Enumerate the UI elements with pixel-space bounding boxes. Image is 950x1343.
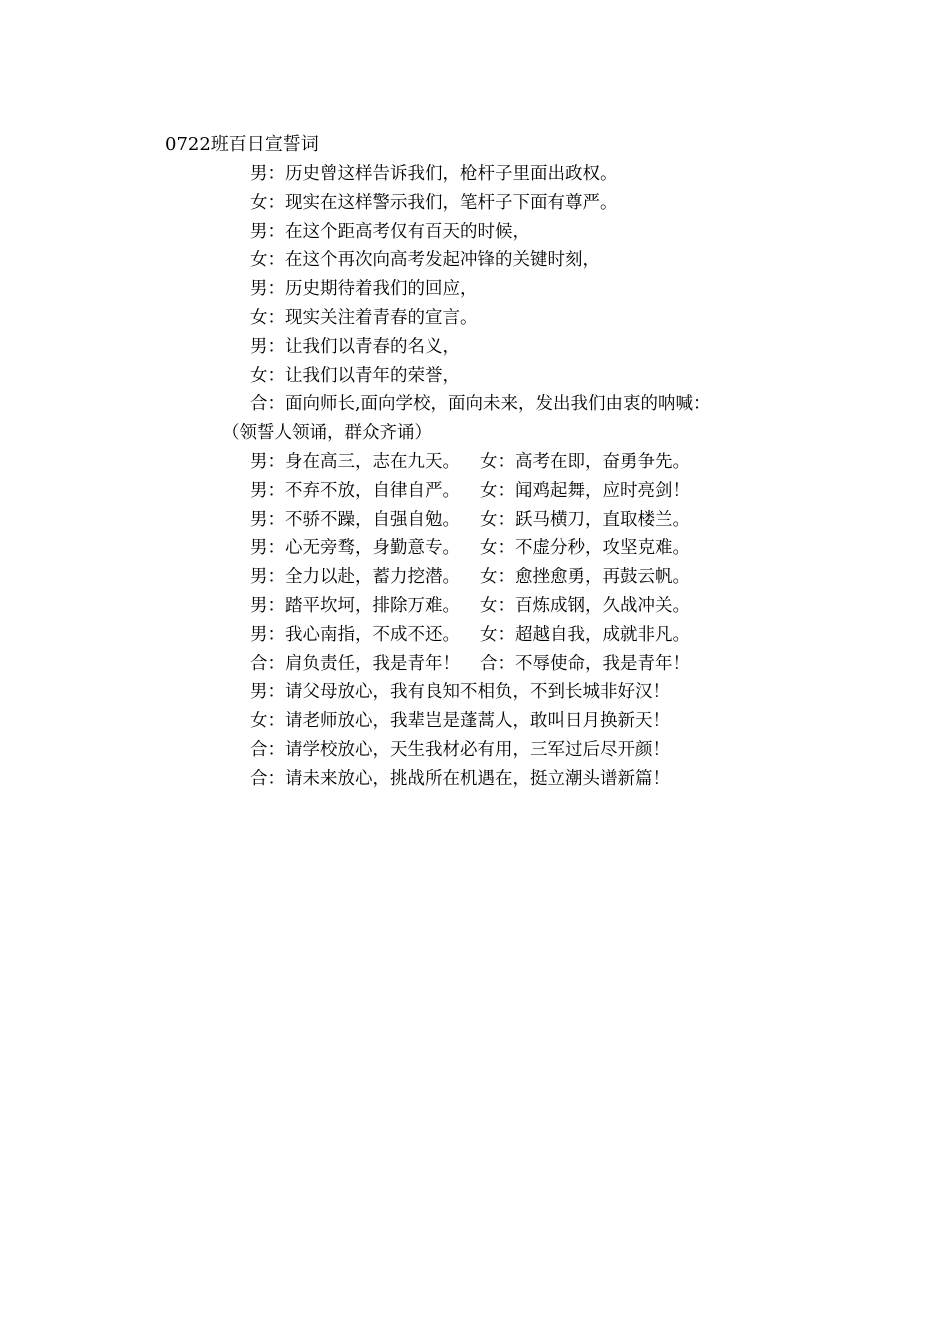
oath-pair-line	[0, 534, 950, 563]
oath-pair-line	[0, 506, 950, 535]
oath-pair-left: 合：肩负责任，我是青年！	[250, 653, 460, 674]
oath-pair-left: 男：我心南指，不成不还。	[250, 624, 460, 645]
oath-pair-line	[0, 621, 950, 650]
oath-line: 女：现实关注着青春的宣言。	[250, 307, 478, 328]
oath-pair-right: 女：跃马横刀，直取楼兰。	[480, 509, 690, 530]
oath-line: 女：让我们以青年的荣誉，	[250, 365, 460, 386]
oath-pair-line	[0, 448, 950, 477]
oath-pair-line	[0, 592, 950, 621]
oath-line: 男：在这个距高考仅有百天的时候，	[250, 221, 530, 242]
oath-line: 合：面向师长,面向学校，面向未来，发出我们由衷的呐喊：	[250, 394, 711, 415]
closing-line: 合：请未来放心，挑战所在机遇在，挺立潮头谱新篇！	[250, 768, 670, 789]
oath-pair-right: 女：愈挫愈勇，再鼓云帆。	[480, 567, 690, 588]
document-title: 0722班百日宣誓词	[165, 134, 319, 155]
oath-line: 男：历史曾这样告诉我们，枪杆子里面出政权。	[250, 164, 618, 184]
oath-pair-left: 男：身在高三，志在九天。	[250, 451, 460, 472]
oath-pair-left: 男：不弃不放，自律自严。	[250, 480, 460, 501]
oath-pair-right: 女：不虚分秒，攻坚克难。	[480, 538, 690, 559]
oath-text-body	[0, 160, 950, 794]
oath-pair-line	[0, 477, 950, 506]
oath-pair-left: 男：不骄不躁，自强自勉。	[250, 509, 460, 530]
oath-pair-left: 男：心无旁骛，身勤意专。	[250, 538, 460, 559]
oath-pair-line	[0, 563, 950, 592]
oath-pair-right: 合：不辱使命，我是青年！	[480, 653, 690, 674]
oath-pair-left: 男：踏平坎坷，排除万难。	[250, 595, 460, 616]
oath-pair-right: 女：闻鸡起舞，应时亮剑！	[480, 480, 690, 501]
oath-pair-right: 女：百炼成钢，久战冲关。	[480, 595, 690, 616]
oath-line: 女：现实在这样警示我们，笔杆子下面有尊严。	[250, 192, 618, 213]
oath-pair-left: 男：全力以赴，蓄力挖潜。	[250, 567, 460, 588]
oath-pair-right: 女：高考在即，奋勇争先。	[480, 451, 690, 472]
oath-pair-right: 女：超越自我，成就非凡。	[480, 624, 690, 645]
closing-line: 男：请父母放心，我有良知不相负，不到长城非好汉！	[250, 682, 670, 703]
oath-line: 女：在这个再次向高考发起冲锋的关键时刻，	[250, 250, 600, 271]
closing-line: 合：请学校放心，天生我材必有用，三军过后尽开颜！	[250, 739, 670, 760]
oath-pair-line	[0, 650, 950, 679]
oath-line: 男：让我们以青春的名义，	[250, 336, 460, 357]
closing-line: 女：请老师放心，我辈岂是蓬蒿人，敢叫日月换新天！	[250, 711, 670, 732]
oath-line: 男：历史期待着我们的回应，	[250, 279, 478, 300]
stage-direction: （领誓人领诵，群众齐诵）	[222, 423, 432, 444]
